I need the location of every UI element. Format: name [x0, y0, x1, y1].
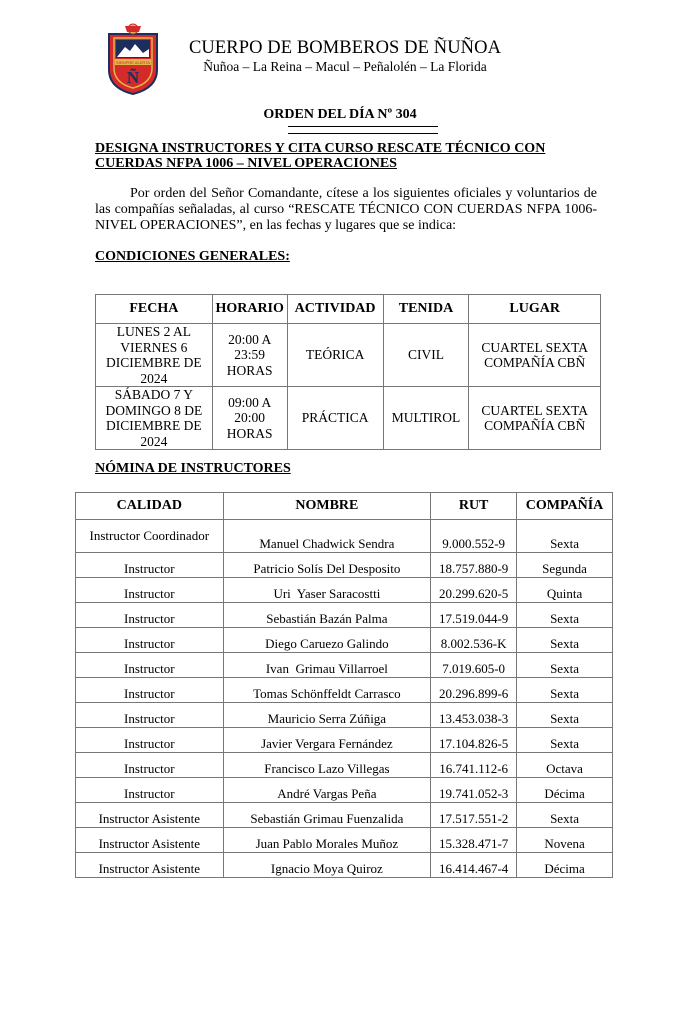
cell-lugar: CUARTEL SEXTA COMPAÑÍA CBÑ — [469, 387, 601, 450]
table-row — [76, 703, 613, 728]
col-header-lugar: LUGAR — [469, 295, 601, 324]
cell-rut: 17.517.551-2 — [431, 803, 517, 828]
cell-nombre: Diego Caruezo Galindo — [223, 628, 431, 653]
crest-motto: SIEMPRE ALERTA — [115, 60, 151, 65]
instructors-table — [75, 492, 613, 878]
col-header-actividad: ACTIVIDAD — [287, 295, 383, 324]
cell-compania: Sexta — [517, 520, 613, 553]
organization-header — [160, 38, 530, 75]
cell-calidad: Instructor — [76, 628, 224, 653]
cell-compania: Sexta — [517, 678, 613, 703]
table-row — [76, 553, 613, 578]
cell-nombre: Mauricio Serra Zúñiga — [223, 703, 431, 728]
table-row — [76, 653, 613, 678]
cell-calidad: Instructor — [76, 753, 224, 778]
conditions-table — [95, 294, 601, 450]
col-header-compania: COMPAÑÍA — [517, 493, 613, 520]
fire-department-crest-icon — [105, 20, 161, 96]
cell-rut: 16.741.112-6 — [431, 753, 517, 778]
cell-calidad: Instructor — [76, 728, 224, 753]
table-row — [76, 678, 613, 703]
cell-calidad: Instructor — [76, 653, 224, 678]
cell-nombre: Javier Vergara Fernández — [223, 728, 431, 753]
cell-compania: Quinta — [517, 578, 613, 603]
cell-nombre: André Vargas Peña — [223, 778, 431, 803]
cell-nombre: Patricio Solís Del Desposito — [223, 553, 431, 578]
cell-calidad: Instructor Coordinador — [76, 520, 224, 553]
col-header-horario: HORARIO — [212, 295, 287, 324]
col-header-tenida: TENIDA — [383, 295, 469, 324]
cell-calidad: Instructor — [76, 553, 224, 578]
cell-compania: Sexta — [517, 653, 613, 678]
cell-rut: 9.000.552-9 — [431, 520, 517, 553]
table-row — [76, 778, 613, 803]
cell-compania: Novena — [517, 828, 613, 853]
cell-fecha: SÁBADO 7 Y DOMINGO 8 DE DICIEMBRE DE 2024 — [96, 387, 213, 450]
table-row — [76, 628, 613, 653]
order-subject: DESIGNA INSTRUCTORES Y CITA CURSO RESCATE TÉCNICO CON CUERDAS NFPA 1006 – NIVEL OPERACIONES — [95, 141, 546, 171]
cell-compania: Sexta — [517, 628, 613, 653]
cell-nombre: Ignacio Moya Quiroz — [223, 853, 431, 878]
cell-calidad: Instructor Asistente — [76, 828, 224, 853]
table-row — [76, 803, 613, 828]
table-row — [96, 387, 601, 450]
cell-nombre: Uri Yaser Saracostti — [223, 578, 431, 603]
cell-rut: 19.741.052-3 — [431, 778, 517, 803]
order-intro-paragraph: Por orden del Señor Comandante, cítese a los siguientes oficiales y voluntarios de las compañías señaladas, al curso “RESCATE TÉCNICO CON CUERDAS NFPA 1006- NIVEL OPERACIONES”, en las fechas y lugares que se indica: — [95, 186, 597, 233]
cell-rut: 13.453.038-3 — [431, 703, 517, 728]
cell-nombre: Manuel Chadwick Sendra — [223, 520, 431, 553]
cell-tenida: MULTIROL — [383, 387, 469, 450]
cell-horario: 20:00 A 23:59 HORAS — [212, 324, 287, 387]
cell-tenida: CIVIL — [383, 324, 469, 387]
conditions-heading: CONDICIONES GENERALES: — [95, 249, 290, 264]
col-header-calidad: CALIDAD — [76, 493, 224, 520]
title-double-rule — [288, 126, 438, 134]
table-row — [76, 853, 613, 878]
cell-rut: 20.299.620-5 — [431, 578, 517, 603]
cell-compania: Sexta — [517, 803, 613, 828]
cell-nombre: Sebastián Bazán Palma — [223, 603, 431, 628]
table-row — [96, 324, 601, 387]
cell-rut: 7.019.605-0 — [431, 653, 517, 678]
cell-nombre: Tomas Schönffeldt Carrasco — [223, 678, 431, 703]
table-row — [76, 578, 613, 603]
cell-actividad: PRÁCTICA — [287, 387, 383, 450]
cell-calidad: Instructor — [76, 703, 224, 728]
cell-rut: 20.296.899-6 — [431, 678, 517, 703]
cell-compania: Décima — [517, 778, 613, 803]
cell-compania: Segunda — [517, 553, 613, 578]
cell-compania: Décima — [517, 853, 613, 878]
cell-rut: 17.104.826-5 — [431, 728, 517, 753]
organization-communes: Ñuñoa – La Reina – Macul – Peñalolén – La Florida — [203, 59, 487, 74]
cell-nombre: Juan Pablo Morales Muñoz — [223, 828, 431, 853]
cell-nombre: Sebastián Grimau Fuenzalida — [223, 803, 431, 828]
cell-rut: 15.328.471-7 — [431, 828, 517, 853]
crest-letter: Ñ — [126, 68, 140, 87]
cell-actividad: TEÓRICA — [287, 324, 383, 387]
col-header-fecha: FECHA — [96, 295, 213, 324]
conditions-header-row — [96, 295, 601, 324]
table-row — [76, 520, 613, 553]
cell-rut: 8.002.536-K — [431, 628, 517, 653]
cell-rut: 16.414.467-4 — [431, 853, 517, 878]
col-header-nombre: NOMBRE — [223, 493, 431, 520]
col-header-rut: RUT — [431, 493, 517, 520]
cell-nombre: Francisco Lazo Villegas — [223, 753, 431, 778]
cell-calidad: Instructor — [76, 778, 224, 803]
cell-compania: Sexta — [517, 703, 613, 728]
cell-compania: Sexta — [517, 603, 613, 628]
cell-calidad: Instructor — [76, 678, 224, 703]
cell-fecha: LUNES 2 AL VIERNES 6 DICIEMBRE DE 2024 — [96, 324, 213, 387]
cell-rut: 17.519.044-9 — [431, 603, 517, 628]
instructors-heading: NÓMINA DE INSTRUCTORES — [95, 461, 291, 476]
cell-horario: 09:00 A 20:00 HORAS — [212, 387, 287, 450]
organization-name: CUERPO DE BOMBEROS DE ÑUÑOA — [188, 38, 502, 58]
cell-lugar: CUARTEL SEXTA COMPAÑÍA CBÑ — [469, 324, 601, 387]
instructors-header-row — [76, 493, 613, 520]
table-row — [76, 828, 613, 853]
cell-rut: 18.757.880-9 — [431, 553, 517, 578]
cell-calidad: Instructor — [76, 578, 224, 603]
cell-compania: Octava — [517, 753, 613, 778]
table-row — [76, 753, 613, 778]
cell-nombre: Ivan Grimau Villarroel — [223, 653, 431, 678]
cell-compania: Sexta — [517, 728, 613, 753]
cell-calidad: Instructor — [76, 603, 224, 628]
table-row — [76, 603, 613, 628]
order-title: ORDEN DEL DÍA Nº 304 — [263, 107, 417, 122]
cell-calidad: Instructor Asistente — [76, 853, 224, 878]
table-row — [76, 728, 613, 753]
cell-calidad: Instructor Asistente — [76, 803, 224, 828]
